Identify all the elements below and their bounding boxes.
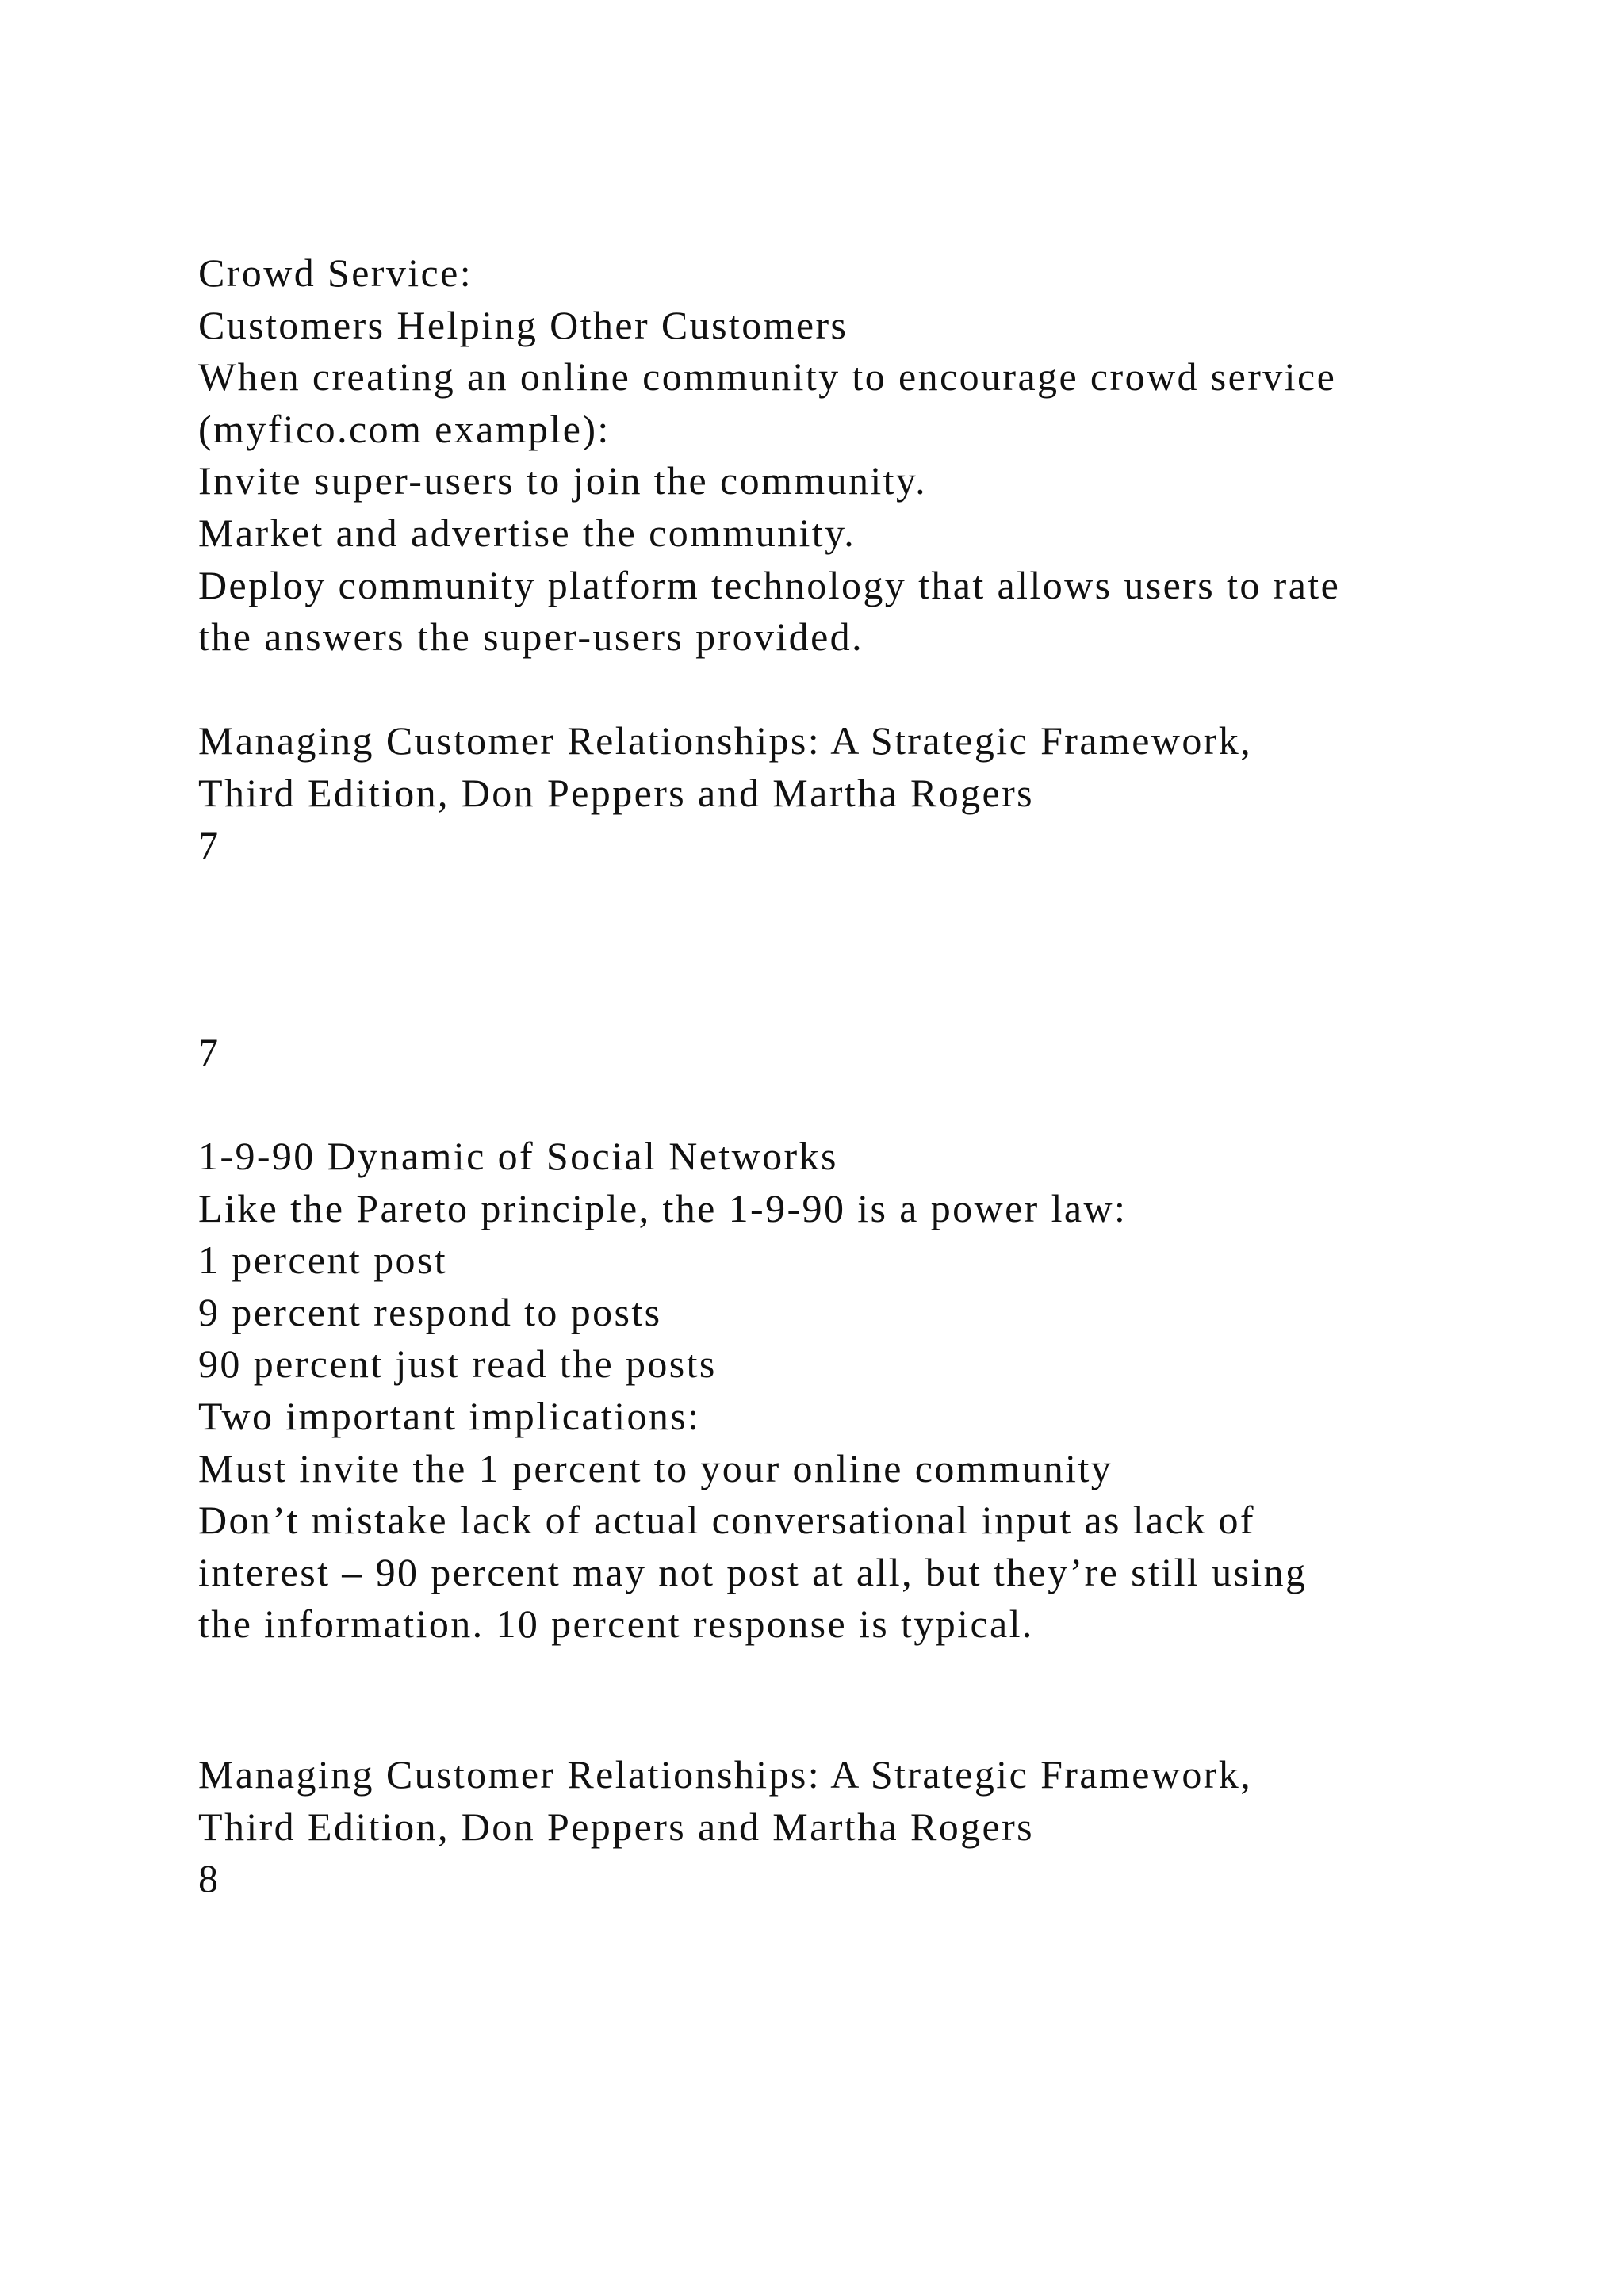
crowd-service-section <box>198 247 1546 871</box>
bullet-line: Must invite the 1 percent to your online community <box>198 1445 1113 1490</box>
bullet-line: the answers the super-users provided. <box>198 614 864 660</box>
section-subtitle: Customers Helping Other Customers <box>198 302 848 347</box>
section-title: Crowd Service: <box>198 251 473 295</box>
body-line: Like the Pareto principle, the 1-9-90 is a power law: <box>198 1185 1128 1230</box>
footer-section <box>198 1749 1546 1905</box>
footer-citation: Third Edition, Don Peppers and Martha Rogers <box>198 1804 1035 1849</box>
footer-citation: Third Edition, Don Peppers and Martha Rogers <box>198 770 1035 815</box>
slide-number-block <box>198 1027 1546 1079</box>
bullet-line: 9 percent respond to posts <box>198 1289 662 1334</box>
bullet-line: 1 percent post <box>198 1238 448 1283</box>
bullet-line: Invite super-users to join the community. <box>198 458 928 503</box>
body-line: Two important implications: <box>198 1393 701 1438</box>
social-networks-section <box>198 1131 1546 1651</box>
page-number: 7 <box>198 822 220 867</box>
body-line: (myfico.com example): <box>198 406 611 451</box>
blank-line <box>198 664 1546 716</box>
bullet-line: interest – 90 percent may not post at all, but they’re still using <box>198 1549 1308 1594</box>
body-line: When creating an online community to encourage crowd service <box>198 354 1337 400</box>
page-number: 8 <box>198 1856 220 1901</box>
footer-citation: Managing Customer Relationships: A Strategic Framework, <box>198 1752 1253 1797</box>
footer-citation: Managing Customer Relationships: A Strategic Framework, <box>198 718 1253 763</box>
section-title: 1-9-90 Dynamic of Social Networks <box>198 1134 838 1178</box>
bullet-line: Deploy community platform technology that allows users to rate <box>198 562 1341 607</box>
bullet-line: Market and advertise the community. <box>198 510 856 555</box>
bullet-line: Don’t mistake lack of actual conversational input as lack of <box>198 1498 1255 1543</box>
bullet-line: the information. 10 percent response is typical. <box>198 1601 1034 1647</box>
bullet-line: 90 percent just read the posts <box>198 1341 717 1387</box>
slide-number: 7 <box>198 1030 220 1074</box>
